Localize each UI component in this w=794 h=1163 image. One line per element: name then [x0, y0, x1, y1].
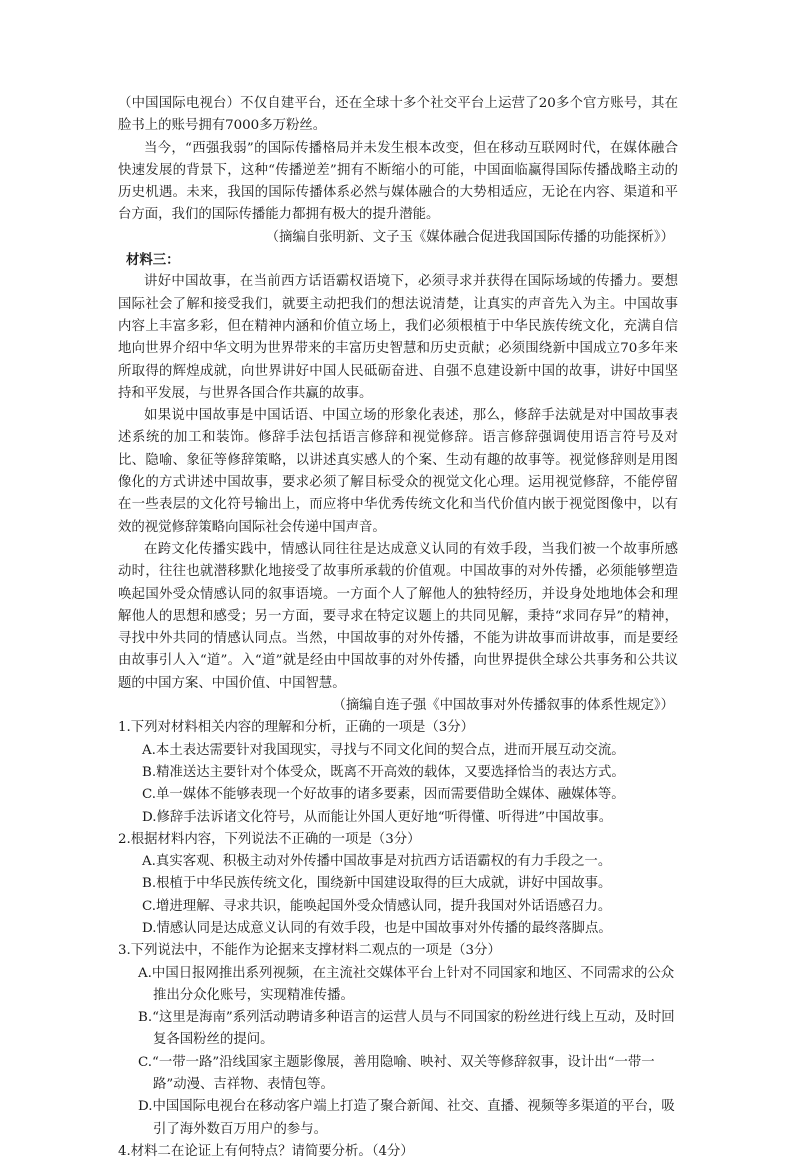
question-1-option-a: A.本土表达需要针对我国现实，寻找与不同文化间的契合点，进而开展互动交流。	[142, 742, 625, 758]
question-3	[118, 940, 678, 1141]
question-4	[118, 1141, 678, 1163]
question-2-option-b: B.根植于中华民族传统文化，围绕新中国建设取得的巨大成就，讲好中国故事。	[142, 876, 612, 892]
question-3-stem: 3.下列说法中，不能作为论据来支撑材料二观点的一项是（3分）	[118, 943, 501, 959]
question-2-option-a: A.真实客观、积极主动对外传播中国故事是对抗西方话语霸权的有力手段之一。	[142, 854, 612, 870]
question-1-option-b: B.精准送达主要针对个体受众，既离不开高效的载体，又要选择恰当的表达方式。	[142, 764, 625, 780]
question-1-stem: 1.下列对材料相关内容的理解和分析，正确的一项是（3分）	[118, 720, 475, 736]
question-3-option-a: A.中国日报网推出系列视频，在主流社交媒体平台上针对不同国家和地区、不同需求的公众推出分众化账号，实现精准传播。	[138, 965, 675, 1003]
material-3-heading: 材料三：	[126, 252, 180, 269]
question-2-stem: 2.根据材料内容，下列说法不正确的一项是（3分）	[118, 831, 421, 847]
question-1	[118, 717, 678, 828]
paragraph-international-communication: 当今，“西强我弱”的国际传播格局并未发生根本改变，但在移动互联网时代，在媒体融合快速发展的背景下，这种“传播逆差”拥有不断缩小的可能，中国面临赢得国际传播战略主动的历史机遇。未来，我国的国际传播体系必然与媒体融合的大势相适应，无论在内容、渠道和平台方面，我们的国际传播能力都拥有极大的提升潜能。	[118, 140, 678, 223]
question-2	[118, 829, 678, 940]
question-3-option-c: C.“一带一路”沿线国家主题影像展，善用隐喻、映衬、双关等修辞叙事，设计出“一带一路”动漫、吉祥物、表情包等。	[138, 1054, 655, 1093]
paragraph-continued: （中国国际电视台）不仅自建平台，还在全球十多个社交平台上运营了20多个官方账号，其在脸书上的账号拥有7000多万粉丝。	[118, 96, 678, 134]
question-3-option-b: B.“这里是海南”系列活动聘请多种语言的运营人员与不同国家的粉丝进行线上互动，及时回复各国粉丝的提问。	[138, 1010, 675, 1048]
source-citation-2: （摘编自张明新、文子玉《媒体融合促进我国国际传播的功能探析》）	[265, 229, 674, 245]
question-4-stem: 4.材料二在论证上有何特点？请简要分析。（4分）	[118, 1143, 414, 1159]
material-3-paragraph-2: 如果说中国故事是中国话语、中国立场的形象化表述，那么，修辞手法就是对中国故事表述系统的加工和装饰。修辞手法包括语言修辞和视觉修辞。语言修辞强调使用语言符号及对比、隐喻、象征等修辞策略，以讲述真实感人的个案、生动有趣的故事等。视觉修辞则是用图像化的方式讲述中国故事，要求必须了解目标受众的视觉文化心理。运用视觉修辞，不能停留在一些表层的文化符号输出上，而应将中华优秀传统文化和当代价值内嵌于视觉图像中，以有效的视觉修辞策略向国际社会传递中国声音。	[118, 408, 678, 535]
question-3-option-d: D.中国国际电视台在移动客户端上打造了聚合新闻、社交、直播、视频等多渠道的平台，吸引了海外数百万用户的参与。	[138, 1099, 675, 1137]
question-2-option-c: C.增进理解、寻求共识，能唤起国外受众情感认同，提升我国对外话语感召力。	[142, 898, 612, 914]
source-citation-3: （摘编自连子强《中国故事对外传播叙事的体系性规定》）	[332, 698, 674, 714]
material-3-paragraph-3: 在跨文化传播实践中，情感认同往往是达成意义认同的有效手段，当我们被一个故事所感动时，往往也就潜移默化地接受了故事所承载的价值观。中国故事的对外传播，必须能够塑造唤起国外受众情感认同的叙事语境。一方面个人了解他人的独特经历，并设身处地地体会和理解他人的思想和感受；另一方面，要寻求在特定议题上的共同见解，秉持“求同存异”的精神，寻找中外共同的情感认同点。当然，中国故事的对外传播，不能为讲故事而讲故事，而是要经由故事引人入“道”。入“道”就是经由中国故事的对外传播，向世界提供全球公共事务和公共议题的中国方案、中国价值、中国智慧。	[118, 541, 678, 691]
question-2-option-d: D.情感认同是达成意义认同的有效手段，也是中国故事对外传播的最终落脚点。	[142, 920, 612, 936]
question-1-option-d: D.修辞手法诉诸文化符号，从而能让外国人更好地“听得懂、听得进”中国故事。	[142, 809, 613, 825]
material-3-paragraph-1: 讲好中国故事，在当前西方话语霸权语境下，必须寻求并获得在国际场域的传播力。要想国际社会了解和接受我们，就要主动把我们的想法说清楚，让真实的声音先入为主。中国故事内容上丰富多彩，但在精神内涵和价值立场上，我们必须根植于中华民族传统文化，充满自信地向世界介绍中华文明为世界带来的丰富历史智慧和历史贡献；必须围绕新中国成立70多年来所取得的辉煌成就，向世界讲好中国人民砥砺奋进、自强不息建设新中国的故事，讲好中国坚持和平发展，与世界各国合作共赢的故事。	[118, 274, 678, 401]
question-1-option-c: C.单一媒体不能够表现一个好故事的诸多要素，因而需要借助全媒体、融媒体等。	[142, 787, 625, 803]
document-page	[118, 93, 678, 1163]
